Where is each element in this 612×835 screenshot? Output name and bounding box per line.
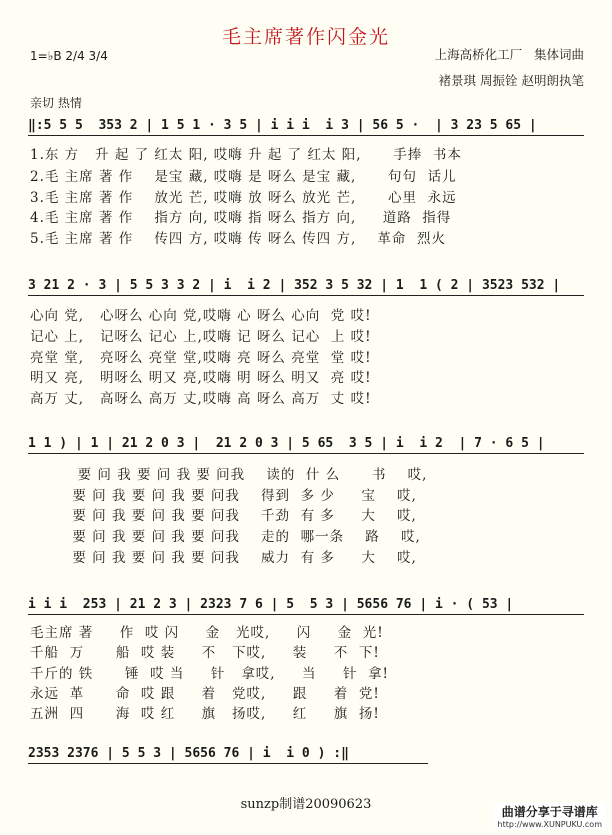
notation-line-2 — [28, 278, 584, 296]
beam-line — [28, 295, 584, 296]
lyric-verse-1: 心向 党, 心呀么 心向 党,哎嗨 心 呀么 心向 党 哎! — [30, 308, 372, 324]
footer-credit: sunzp制谱20090623 — [240, 797, 372, 812]
lyric-verse-2: 记心 上, 记呀么 记心 上,哎嗨 记 呀么 记心 上 哎! — [30, 329, 372, 345]
lyric-verse-4: 要 问 我 要 问 我 要 问我 走的 哪一条 路 哎, — [30, 529, 421, 545]
lyric-verse-4: 4.毛 主席 著 作 指方 向, 哎嗨 指 呀么 指方 向, 道路 指得 — [30, 210, 452, 226]
notation-line-3 — [28, 436, 584, 454]
beam-line — [28, 763, 428, 764]
lyric-verse-5: 高万 丈, 高呀么 高万 丈,哎嗨 高 呀么 高万 丈 哎! — [30, 391, 372, 407]
beam-line — [28, 135, 584, 136]
lyric-verse-2: 千船 万 船 哎 装 不 下哎, 装 不 下! — [30, 645, 380, 661]
notation-text: i i i 253 | 21 2 3 | 2323 7 6 | 5 5 3 | 5656 76 | i · ( 53 | — [28, 597, 514, 612]
lyric-verse-3: 亮堂 堂, 亮呀么 亮堂 堂,哎嗨 亮 呀么 亮堂 堂 哎! — [30, 350, 372, 366]
lyric-verse-5: 5.毛 主席 著 作 传四 方, 哎嗨 传 呀么 传四 方, 革命 烈火 — [30, 231, 446, 247]
notation-line-4 — [28, 597, 584, 615]
lyric-verse-1: 毛主席 著 作 哎 闪 金 光哎, 闪 金 光! — [30, 625, 384, 641]
key-signature: 1=♭B 2/4 3/4 — [30, 49, 108, 63]
lyric-verse-1: 1.东 方 升 起 了 红太 阳, 哎嗨 升 起 了 红太 阳, 手捧 书本 — [30, 147, 462, 163]
notation-text: 1 1 ) | 1 | 21 2 0 3 | 21 2 0 3 | 5 65 3 5 | i i 2 | 7 · 6 5 | — [28, 436, 545, 451]
watermark — [494, 802, 606, 830]
lyric-verse-3: 要 问 我 要 问 我 要 问我 千劲 有 多 大 哎, — [30, 508, 417, 524]
notation-line-1 — [28, 118, 584, 136]
notation-line-5 — [28, 746, 428, 764]
lyric-verse-5: 要 问 我 要 问 我 要 问我 威力 有 多 大 哎, — [30, 550, 417, 566]
watermark-url: http://www.XUNPUKU.com — [497, 820, 602, 829]
watermark-text: 曲谱分享于寻谱库 — [501, 805, 598, 819]
notation-text: 2353 2376 | 5 5 3 | 5656 76 | i i 0 ) :‖ — [28, 746, 349, 761]
notation-text: ‖:5 5 5 353 2 | 1 5 1 · 3 5 | i i i i 3 | 56 5 · | 3 23 5 65 | — [28, 118, 537, 133]
beam-line — [28, 453, 584, 454]
lyric-verse-1: 要 问 我 要 问 我 要 问我 读的 什 么 书 哎, — [30, 467, 428, 483]
lyric-verse-3: 千斤的 铁 锤 哎 当 针 拿哎, 当 针 拿! — [30, 666, 389, 682]
lyric-verse-4: 永远 革 命 哎 跟 着 党哎, 跟 着 党! — [30, 686, 380, 702]
credit-writers: 褚景琪 周振铨 赵明朗执笔 — [438, 73, 584, 88]
lyric-verse-3: 3.毛 主席 著 作 放光 芒, 哎嗨 放 呀么 放光 芒, 心里 永远 — [30, 190, 457, 206]
expression-marking: 亲切 热情 — [30, 96, 82, 110]
lyric-verse-4: 明又 亮, 明呀么 明又 亮,哎嗨 明 呀么 明又 亮 哎! — [30, 370, 372, 386]
notation-text: 3 21 2 · 3 | 5 5 3 3 2 | i i 2 | 352 3 5 32 | 1 1 ( 2 | 3523 532 | — [28, 278, 561, 293]
lyric-verse-2: 2.毛 主席 著 作 是宝 藏, 哎嗨 是 呀么 是宝 藏, 句句 话儿 — [30, 169, 457, 185]
credit-composer: 上海高桥化工厂 集体词曲 — [434, 47, 584, 62]
lyric-verse-5: 五洲 四 海 哎 红 旗 扬哎, 红 旗 扬! — [30, 706, 380, 722]
song-title: 毛主席著作闪金光 — [221, 26, 390, 48]
lyric-verse-2: 要 问 我 要 问 我 要 问我 得到 多 少 宝 哎, — [30, 488, 417, 504]
beam-line — [28, 614, 584, 615]
